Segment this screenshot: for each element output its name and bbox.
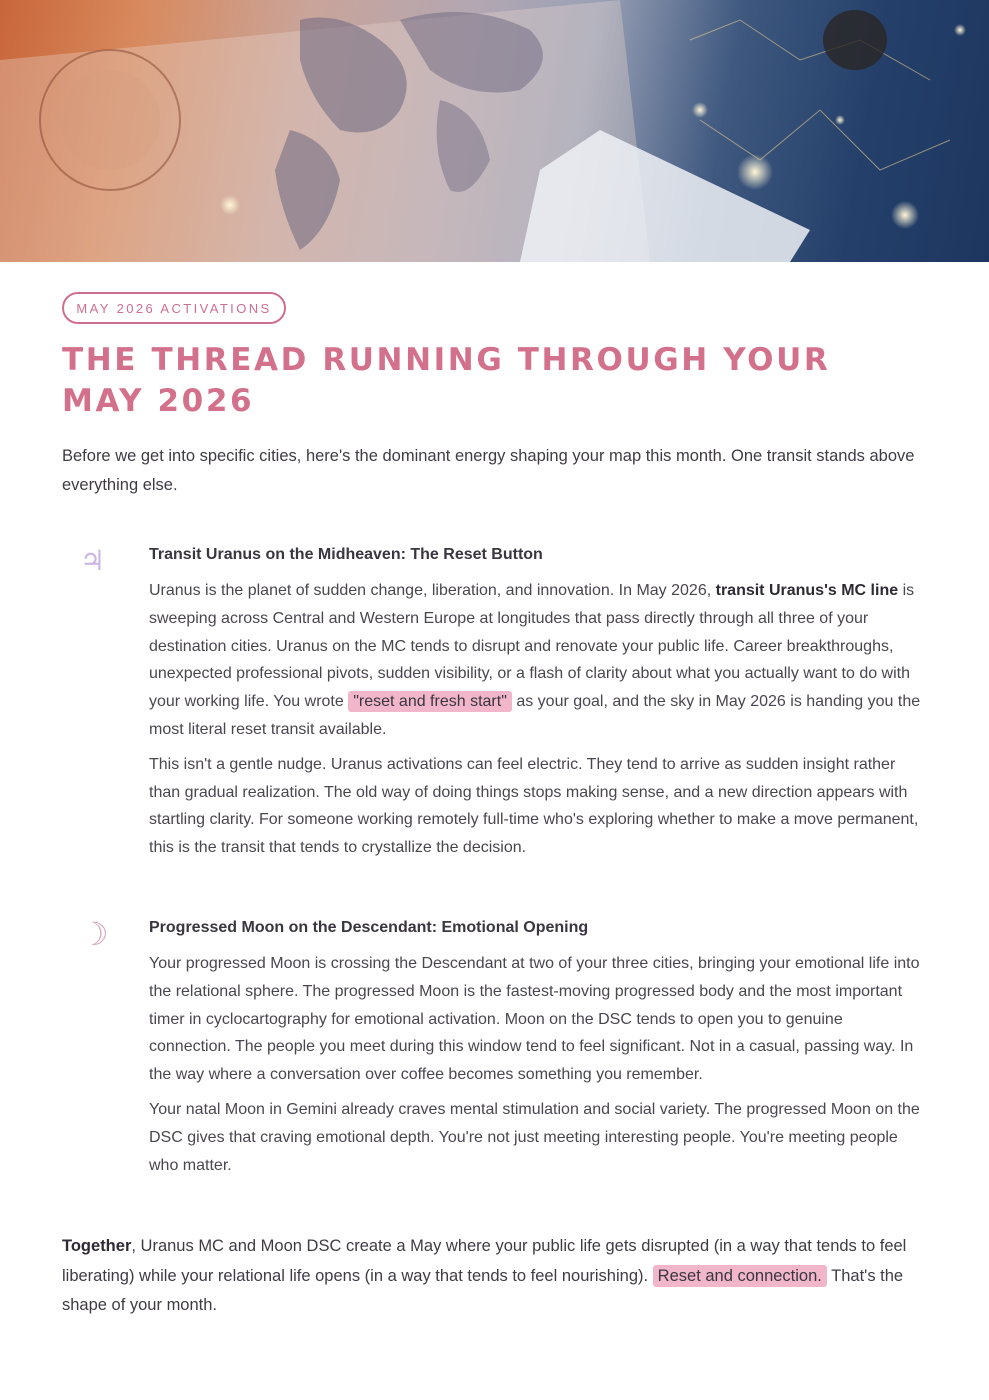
moon-glyph-icon: ☽ bbox=[80, 915, 109, 953]
transit-heading: Transit Uranus on the Midheaven: The Reset Button bbox=[149, 546, 543, 563]
jupiter-glyph-icon: ♃ bbox=[80, 544, 106, 577]
transit-moon-section bbox=[62, 917, 928, 1179]
intro-paragraph: Before we get into specific cities, here's the dominant energy shaping your map this month. One transit stands above everything else. bbox=[62, 447, 915, 494]
category-badge: MAY 2026 ACTIVATIONS bbox=[62, 292, 286, 324]
transit-uranus-section bbox=[62, 544, 928, 862]
closing-paragraph: Together, Uranus MC and Moon DSC create a May where your public life gets disrupted (in a way that tends to feel liberating) while your relational life opens (in a way that tends to feel nourishing). Reset and connection. That's the shape of your month. bbox=[62, 1237, 907, 1314]
hero-image bbox=[0, 0, 989, 262]
transit-paragraph: Uranus is the planet of sudden change, liberation, and innovation. In May 2026, transit Uranus's MC line is sweeping across Central and Western Europe at longitudes that pass directly through all three of your destination cities. Uranus on the MC tends to disrupt and renovate your public life. Career breakthroughs, unexpected professional pivots, sudden visibility, or a flash of clarity about what you actually want to do with your working life. You wrote "reset and fresh start" as your goal, and the sky in May 2026 is handing you the most literal reset transit available. bbox=[149, 582, 921, 738]
transit-paragraph: Your progressed Moon is crossing the Descendant at two of your three cities, bringing your emotional life into the relational sphere. The progressed Moon is the fastest-moving progressed body and the most important timer in cyclocartography for emotional activation. Moon on the DSC tends to open you to genuine connection. The people you meet during this window tend to feel significant. Not in a casual, passing way. In the way where a conversation over coffee becomes something you remember. bbox=[149, 955, 920, 1084]
highlight-quote: "reset and fresh start" bbox=[348, 691, 512, 712]
map-and-stars-illustration bbox=[0, 0, 989, 262]
transit-heading: Progressed Moon on the Descendant: Emotional Opening bbox=[149, 919, 589, 936]
bold-phrase: transit Uranus's MC line bbox=[715, 582, 899, 599]
highlight-phrase: Reset and connection. bbox=[653, 1265, 827, 1287]
page-title: THE THREAD RUNNING THROUGH YOUR MAY 2026 bbox=[62, 342, 831, 419]
bold-phrase: Together bbox=[62, 1237, 132, 1255]
transit-paragraph: This isn't a gentle nudge. Uranus activations can feel electric. They tend to arrive as sudden insight rather than gradual realization. The old way of doing things stops making sense, and a new direction appears with startling clarity. For someone working remotely full-time who's exploring whether to make a move permanent, this is the transit that tends to crystallize the decision. bbox=[149, 755, 919, 857]
transit-paragraph: Your natal Moon in Gemini already craves mental stimulation and social variety. The progressed Moon on the DSC gives that craving emotional depth. You're not just meeting interesting people. You're meeting people who matter. bbox=[149, 1100, 920, 1174]
